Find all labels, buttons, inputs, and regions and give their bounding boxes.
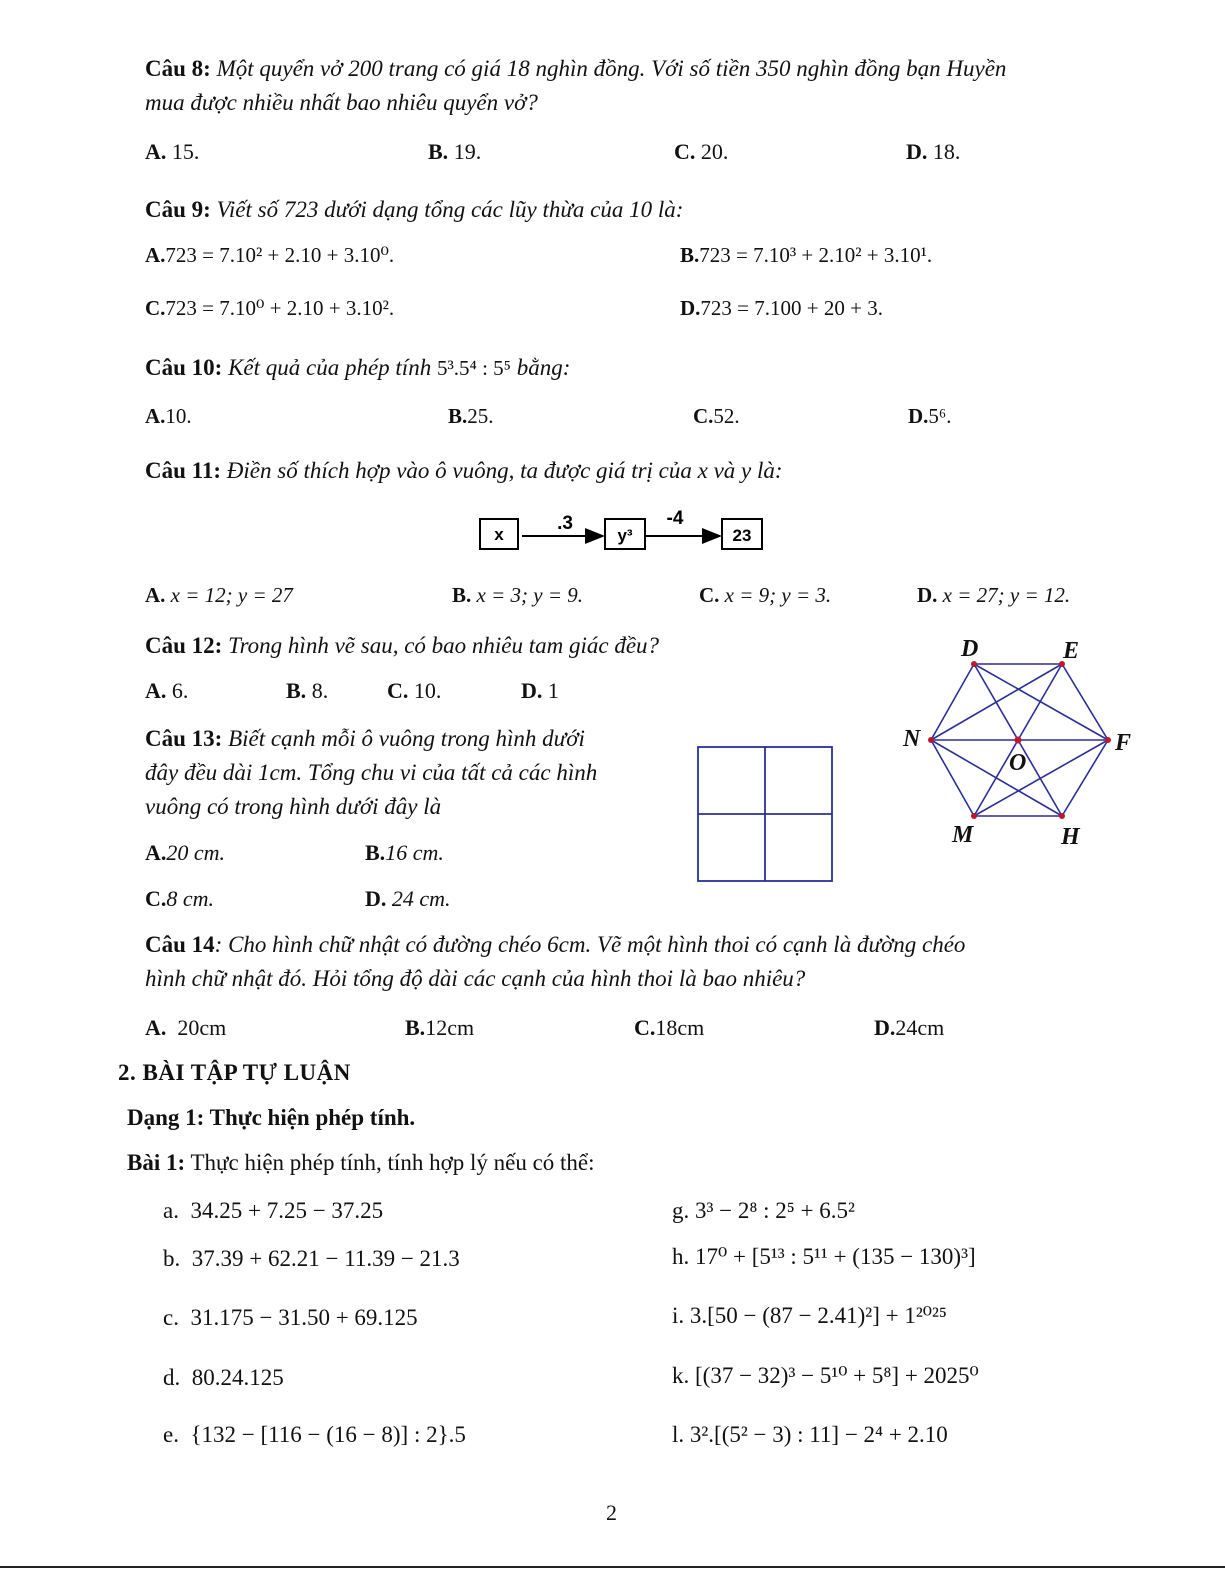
q9-text: Câu 9: Viết số 723 dưới dạng tổng các lũy thừa của 10 là: [145,197,684,222]
label-M: M [952,822,974,848]
exercise-a: a. 34.25 + 7.25 − 37.25 [163,1198,384,1223]
q12-option-b: B. 8. [286,678,329,703]
q8-option-d: D. 18. [906,139,961,164]
hexagon-figure [895,628,1145,858]
q14-text: Câu 14: Cho hình chữ nhật có đường chéo 6cm. Vẽ một hình thoi có cạnh là đường chéo hình chữ nhật đó. Hỏi tổng độ dài các cạnh của hình thoi là bao nhiêu? [145,932,966,991]
label-N: N [903,726,921,752]
q9-option-c: C.723 = 7.10⁰ + 2.10 + 3.10². [145,296,395,320]
section-2-title: 2. BÀI TẬP TỰ LUẬN [118,1060,351,1085]
exercise-h: h. 17⁰ + [5¹³ : 5¹¹ + (135 − 130)³] [672,1244,976,1269]
bai1-label: Bài 1: [127,1150,186,1175]
q8-option-a: A. 15. [145,139,200,164]
q12-option-d: D. 1 [521,678,559,703]
point-H [1059,813,1065,819]
dang1-heading: Dạng 1: Thực hiện phép tính. [127,1105,416,1130]
exercise-d: d. 80.24.125 [163,1365,284,1390]
flow-box-23-label: 23 [732,526,752,545]
bottom-rule [0,1566,1225,1568]
label-F: F [1115,730,1132,756]
q12-text: Câu 12: Trong hình vẽ sau, có bao nhiêu tam giác đều? [145,633,660,658]
q8-label: Câu 8: [145,56,211,81]
q9-label: Câu 9: [145,197,211,222]
q10-option-b: B.25. [448,404,494,428]
exercise-k: k. [(37 − 32)³ − 5¹⁰ + 5⁸] + 2025⁰ [672,1363,979,1388]
q11-option-a: A. x = 12; y = 27 [145,583,293,607]
bai1-text: Bài 1: Thực hiện phép tính, tính hợp lý nếu có thể: [127,1150,595,1175]
q13-text: Câu 13: Biết cạnh mỗi ô vuông trong hình dưới đây đều dài 1cm. Tổng chu vi của tất cả các hình vuông có trong hình dưới đây là [145,726,598,819]
q11-flow-diagram [470,505,770,555]
q8-option-c: C. 20. [674,139,729,164]
flow-box-y3-label: y³ [617,526,633,545]
q12-option-a: A. 6. [145,678,189,703]
exercise-e: e. {132 − [116 − (16 − 8)] : 2}.5 [163,1422,466,1447]
grid-squares-figure [696,745,836,885]
q13-option-c: C.8 cm. [145,886,215,911]
flow-op-1: .3 [557,513,573,534]
flow-box-x-label: x [494,525,504,544]
label-E: E [1063,638,1080,664]
q10-option-c: C.52. [693,404,740,428]
q8-option-b: B. 19. [428,139,482,164]
q9-option-d: D.723 = 7.100 + 20 + 3. [680,296,883,320]
q12-option-c: C. 10. [387,678,442,703]
q11-option-c: C. x = 9; y = 3. [699,583,832,607]
exercise-b: b. 37.39 + 62.21 − 11.39 − 21.3 [163,1246,460,1271]
exercise-i: i. 3.[50 − (87 − 2.41)²] + 1²⁰²⁵ [672,1303,947,1328]
q13-option-d: D. 24 cm. [365,886,451,911]
q9-option-a: A.723 = 7.10² + 2.10 + 3.10⁰. [145,243,395,267]
exercise-l: l. 3².[(5² − 3) : 11] − 2⁴ + 2.10 [672,1422,948,1447]
q13-label: Câu 13: [145,726,223,751]
q11-option-b: B. x = 3; y = 9. [452,583,583,607]
q11-text: Câu 11: Điền số thích hợp vào ô vuông, ta được giá trị của x và y là: [145,458,783,483]
exercise-c: c. 31.175 − 31.50 + 69.125 [163,1305,418,1330]
exercise-g: g. 3³ − 2⁸ : 2⁵ + 6.5² [672,1198,855,1223]
q14-option-b: B.12cm [405,1015,475,1040]
q14-label: Câu 14 [145,932,215,957]
point-F [1105,737,1111,743]
q13-option-b: B.16 cm. [365,840,444,865]
point-M [971,813,977,819]
q8-text: Câu 8: Một quyển vở 200 trang có giá 18 nghìn đồng. Với số tiền 350 nghìn đồng bạn Huyền mua được nhiều nhất bao nhiêu quyển vở? [145,56,1007,115]
q14-option-c: C.18cm [634,1015,705,1040]
q14-option-d: D.24cm [874,1015,945,1040]
q10-expression: 5³.5⁴ : 5⁵ [436,356,511,380]
flow-op-2: -4 [666,508,684,529]
point-O [1015,737,1022,744]
q9-option-b: B.723 = 7.10³ + 2.10² + 3.10¹. [680,243,933,267]
q10-label: Câu 10: [145,355,223,380]
q11-label: Câu 11: [145,458,222,483]
label-D: D [961,636,979,662]
q13-option-a: A.20 cm. [145,840,226,865]
q10-option-d: D.5⁶. [908,404,952,428]
label-O: O [1009,750,1027,776]
q11-option-d: D. x = 27; y = 12. [917,583,1071,607]
q10-text: Câu 10: Kết quả của phép tính 5³.5⁴ : 5⁵ bằng: [145,355,571,380]
label-H: H [1061,824,1080,850]
q12-label: Câu 12: [145,633,223,658]
point-N [928,737,934,743]
q14-option-a: A. 20cm [145,1015,227,1040]
page-number: 2 [606,1500,617,1525]
q10-option-a: A.10. [145,404,192,428]
